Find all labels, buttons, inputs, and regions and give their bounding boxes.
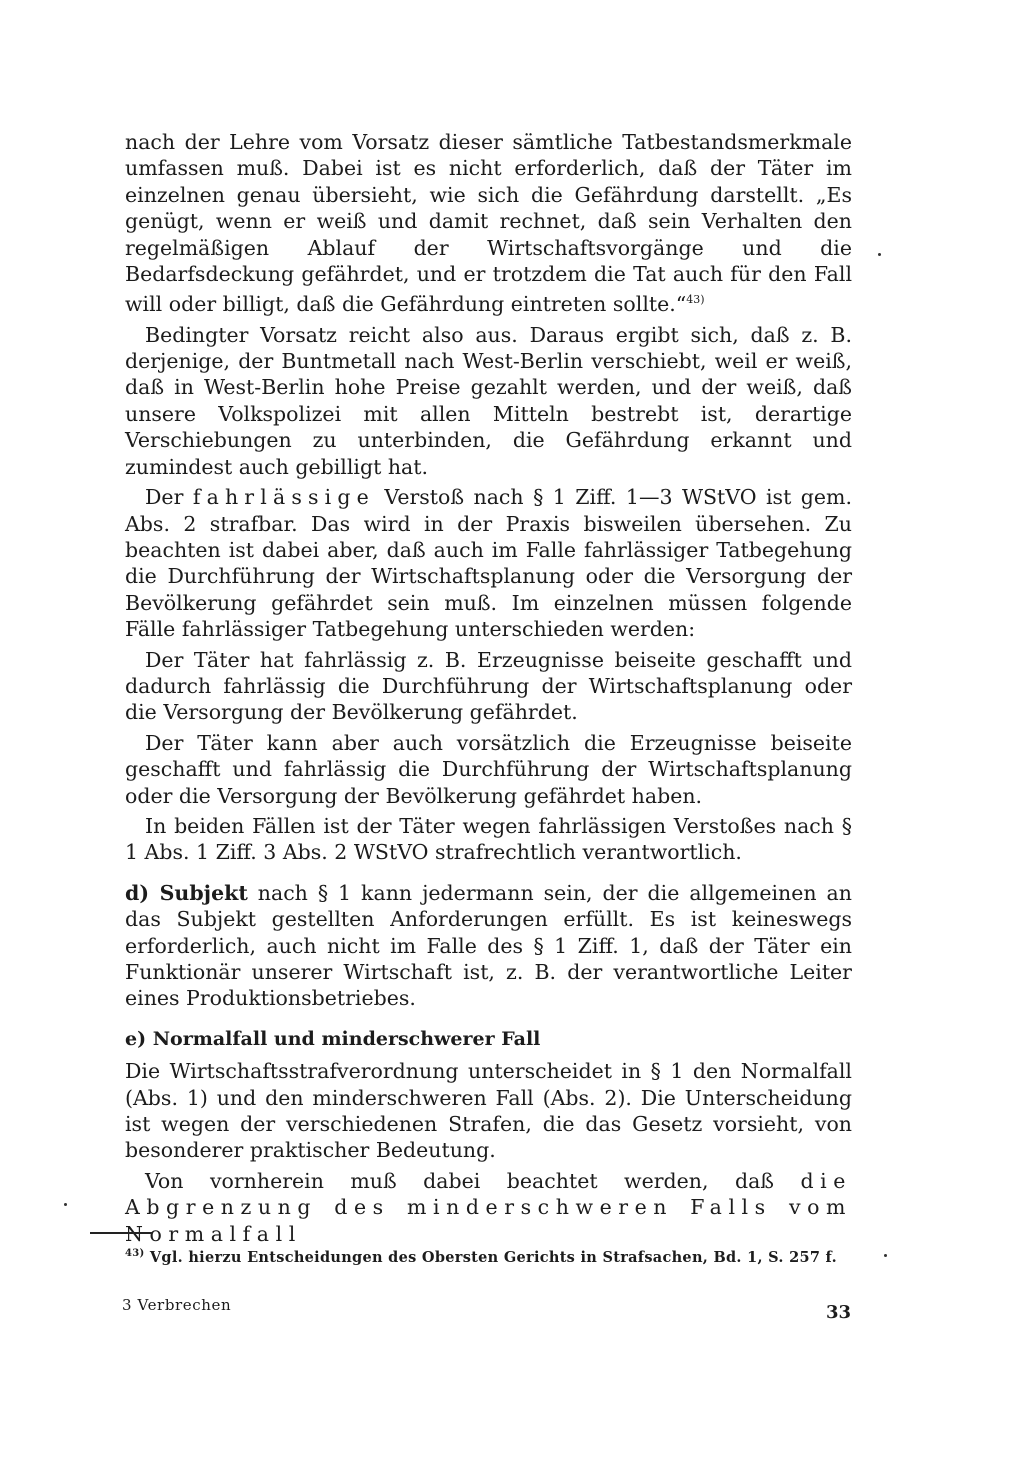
footnote-divider: [90, 1232, 152, 1234]
section-heading-e: e) Normalfall und minderschwerer Fall: [125, 1027, 541, 1050]
paragraph-fahrlaessiger-verstoss: [125, 484, 852, 642]
paragraph-text: Der: [145, 485, 184, 510]
footnote: [125, 1248, 852, 1266]
page-number: 33: [826, 1302, 852, 1323]
paragraph-text: Von vornherein muß dabei beachtet werden, daß: [145, 1168, 774, 1193]
paragraph-both-cases: In beiden Fällen ist der Täter wegen fahrlässigen Verstoßes nach § 1 Abs. 1 Ziff. 3 Abs. 2 WStVO strafrechtlich verantwortlich.: [125, 813, 852, 865]
footnote-reference: 43): [686, 293, 705, 307]
paragraph-normalfall: Die Wirtschaftsstrafverordnung unterscheidet in § 1 den Normalfall (Abs. 1) und den minderschweren Fall (Abs. 2). Die Unterscheidung ist wegen der verschiedenen Strafen, die das Gesetz vorsieht, von besonderer praktischer Bedeutung.: [125, 1059, 852, 1163]
spaced-emphasis: die Abgrenzung des minderschweren Falls vom Normalfall: [125, 1168, 852, 1246]
printer-signature: 3 Verbrechen: [122, 1296, 232, 1314]
paragraph-case-one: Der Täter hat fahrlässig z. B. Erzeugnisse beiseite geschafft und dadurch fahrlässig die Durchführung der Wirtschaftsplanung oder die Versorgung der Bevölkerung gefährdet.: [125, 647, 852, 725]
paragraph-abgrenzung: [125, 1168, 852, 1247]
spaced-emphasis: fahrlässige: [192, 485, 375, 510]
paragraph-text: nach § 1 kann jedermann sein, der die allgemeinen an das Subjekt gestellten Anforderungen erfüllt. Es ist keineswegs erforderlich, auch nicht im Falle des § 1 Ziff. 1, daß der Täter ein Funktionär unserer Wirtschaft ist, z. B. der verantwortliche Leiter eines Produktionsbetriebes.: [125, 880, 852, 1011]
body-text: [125, 129, 852, 1247]
footnote-text: Vgl. hierzu Entscheidungen des Obersten Gerichts in Strafsachen, Bd. 1, S. 257 f.: [149, 1248, 837, 1266]
paragraph-subjekt: [125, 880, 852, 1012]
paragraph-bedingter-vorsatz: Bedingter Vorsatz reicht also aus. Daraus ergibt sich, daß z. B. derjenige, der Buntmetall nach West-Berlin verschiebt, weil er weiß, daß in West-Berlin hohe Preise gezahlt werden, und der weiß, daß unsere Volkspolizei mit allen Mitteln bestrebt ist, derartige Verschiebungen zu unterbinden, die Gefährdung erkannt und zumindest auch gebilligt hat.: [125, 322, 852, 479]
print-speck: [878, 253, 881, 256]
paragraph-continuation: [125, 129, 852, 318]
section-label-subjekt: d) Subjekt: [125, 880, 248, 905]
paragraph-text: nach der Lehre vom Vorsatz dieser sämtliche Tatbestandsmerkmale umfassen muß. Dabei ist es nicht erforderlich, daß der Täter im einzelnen genau übersieht, wie sich die Gefährdung darstellt. „Es genügt, wenn er weiß und damit rechnet, daß sein Verhalten den regelmäßigen Ablauf der Wirtschaftsvorgänge und die Bedarfsdeckung gefährdet, und er trotzdem die Tat auch für den Fall will oder billigt, daß die Gefährdung eintreten sollte.“: [125, 130, 852, 317]
print-speck: [64, 1203, 67, 1206]
footnote-marker: 43): [125, 1248, 145, 1259]
print-speck: [884, 1254, 887, 1257]
paragraph-text: Verstoß nach § 1 Ziff. 1—3 WStVO ist gem. Abs. 2 strafbar. Das wird in der Praxis bisweilen übersehen. Zu beachten ist dabei aber, daß auch im Falle fahrlässiger Tatbegehung die Durchführung der Wirtschaftsplanung oder die Versorgung der Bevölkerung gefährdet sein muß. Im einzelnen müssen folgende Fälle fahrlässiger Tatbegehung unterschieden werden:: [125, 485, 852, 642]
paragraph-case-two: Der Täter kann aber auch vorsätzlich die Erzeugnisse beiseite geschafft und fahrlässig die Durchführung der Wirtschaftsplanung oder die Versorgung der Bevölkerung gefährdet haben.: [125, 730, 852, 808]
